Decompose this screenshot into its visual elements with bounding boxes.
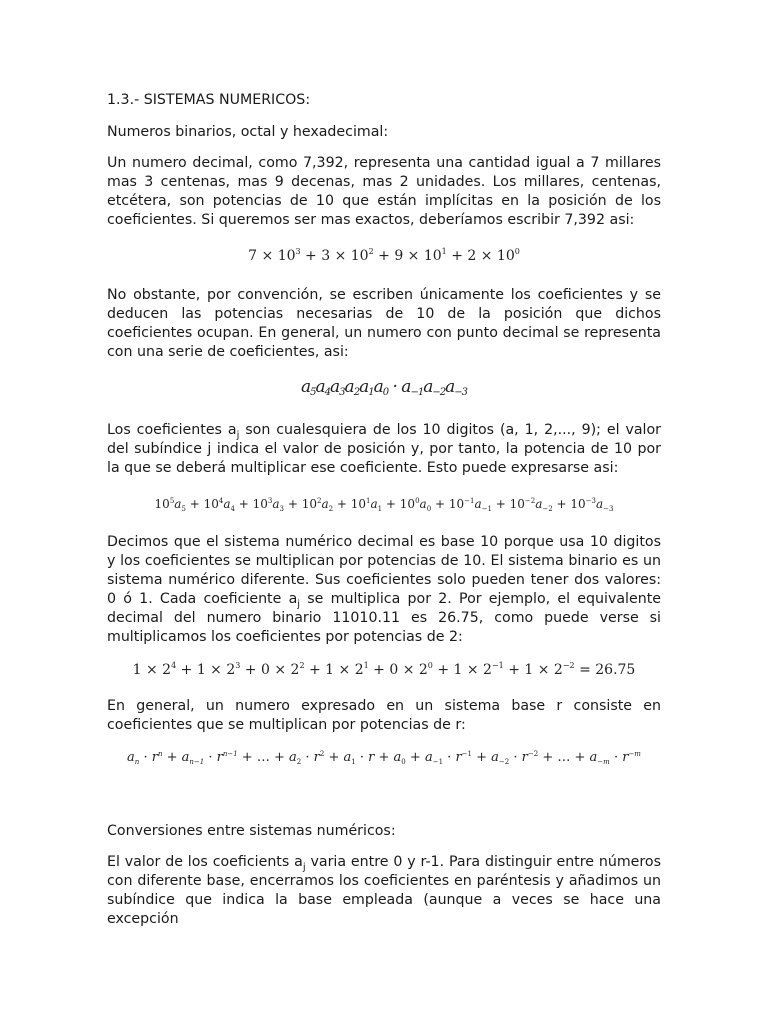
paragraph-convention: No obstante, por convención, se escriben únicamente los coeficientes y se deducen las potencias necesarias de 10 de la posición que dichos coeficientes ocupan. En general, un numero con punto decimal se representa con una serie de coeficientes, asi: bbox=[107, 287, 661, 360]
paragraph-binary-system: Decimos que el sistema numérico decimal es base 10 porque usa 10 digitos y los coeficientes se multiplican por potencias de 10. El sistema binario es un sistema numérico diferente. Sus coeficientes solo pueden tener dos valores: 0 ó 1. Cada coeficiente $a_j$ se multiplica por 2. Por ejemplo, el equivalente decimal del numero binario 11010.11 es 26.75, como puede verse si multiplicamos los coeficientes por potencias de 2: bbox=[107, 534, 662, 645]
equation-coefficient-sequence: $a_5a_4a_3a_2a_1a_0 \cdot a_{-1}a_{-2}a_{-3}$ bbox=[301, 377, 467, 398]
subheading-conversions: Conversiones entre sistemas numéricos: bbox=[107, 823, 396, 839]
paragraph-base-r: En general, un numero expresado en un sistema base r consiste en coeficientes que se multiplican por potencias de r: bbox=[107, 698, 661, 733]
equation-power-of-ten-series: $10^5a_5 + 10^4a_4 + 10^3a_3 + 10^2a_2 + 10^1a_1 + 10^0a_0 + 10^{-1}a_{-1} + 10^{-2}a_{-2} + 10^{-3}a_{-3}$ bbox=[154, 497, 614, 513]
section-heading: 1.3.- SISTEMAS NUMERICOS: bbox=[107, 92, 311, 108]
equation-binary-expansion: $1 \times 2^4 + 1 \times 2^3 + 0 \times 2^2 + 1 \times 2^1 + 0 \times 2^0 + 1 \times 2^{-1} + 1 \times 2^{-2} = 26.75$ bbox=[132, 661, 636, 678]
paragraph-coefficients-aj: Los coeficientes $a_j$ son cualesquiera de los 10 digitos (a, 1, 2,..., 9); el valor del subíndice j indica el valor de posición y, por tanto, la potencia de 10 por la que se deberá multiplicar ese coeficiente. Esto puede expresarse asi: bbox=[107, 422, 661, 476]
paragraph-decimal-number: Un numero decimal, como 7,392, representa una cantidad igual a 7 millares mas 3 centenas, mas 9 decenas, mas 2 unidades. Los millares, centenas, etcétera, son potencias de 10 que están implícitas en la posición de los coeficientes. Si queremos ser mas exactos, deberíamos escribir 7,392 asi: bbox=[107, 155, 661, 228]
equation-base-r-series: $a_n \cdot r^n + a_{n-1} \cdot r^{n-1}$ + … + $a_2 \cdot r^2 + a_1 \cdot r + a_0 + a_{-1} \cdot r^{-1} + a_{-2} \cdot r^{-2}$ + … + $a_{-m} \cdot r^{-m}$ bbox=[127, 750, 641, 766]
subheading-binary-octal-hex: Numeros binarios, octal y hexadecimal: bbox=[107, 124, 389, 140]
equation-7392-expansion: $7 \times 10^3 + 3 \times 10^2 + 9 \times 10^1 + 2 \times 10^0$ bbox=[248, 247, 520, 264]
paragraph-coefficient-range: El valor de los coeficients $a_j$ varia entre 0 y r-1. Para distinguir entre números con diferente base, encerramos los coeficientes en paréntesis y añadimos un subíndice que indica la base empleada (aunque a veces se hace una excepción bbox=[107, 854, 661, 927]
